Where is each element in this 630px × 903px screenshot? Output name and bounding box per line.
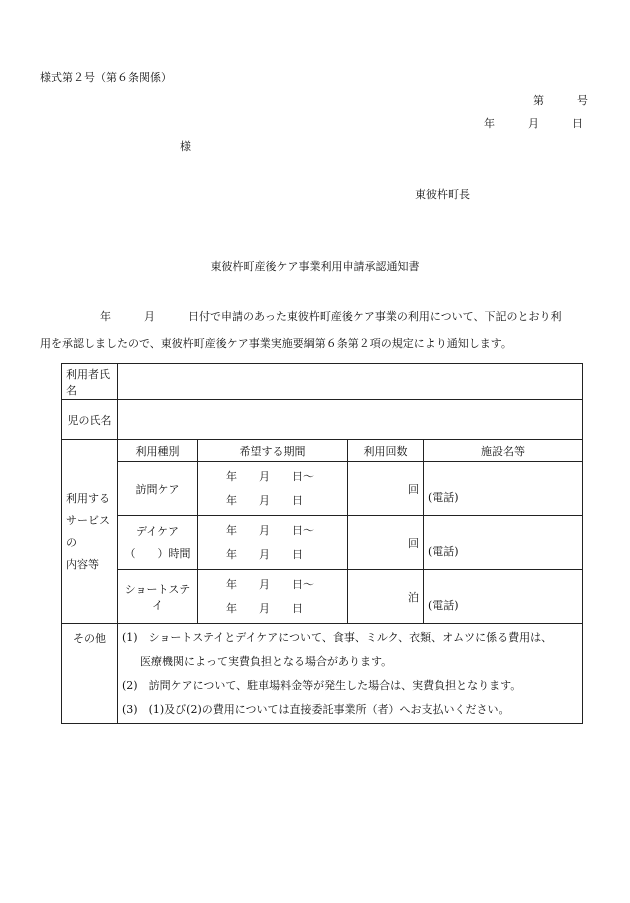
period-cell[interactable]: 年 月 日～ 年 月 日 [198,516,348,570]
col-count-header: 利用回数 [348,440,424,462]
service-type: デイケア （ ）時間 [118,516,198,570]
count-cell[interactable]: 回 [348,516,424,570]
issuer-name: 東彼杵町長 [415,188,470,201]
user-name-field[interactable] [118,364,583,400]
child-name-label: 児の氏名 [62,400,118,440]
user-name-label: 利用者氏名 [62,364,118,400]
approval-table [61,363,583,724]
body-text [40,303,600,357]
count-cell[interactable]: 回 [348,462,424,516]
service-type: 訪問ケア [118,462,198,516]
document-number-line: 第 号 [533,94,588,107]
facility-cell[interactable]: (電話) [424,462,583,516]
facility-cell[interactable]: (電話) [424,516,583,570]
note-1: (1) ショートステイとデイケアについて、食事、ミルク、衣類、オムツに係る費用は、 [122,631,553,644]
other-notes [118,624,583,724]
count-cell[interactable]: 泊 [348,570,424,624]
issue-date-line: 年 月 日 [484,117,583,130]
facility-cell[interactable]: (電話) [424,570,583,624]
col-facility-header: 施設名等 [424,440,583,462]
other-label: その他 [62,624,118,724]
service-row-short [62,570,583,624]
child-name-row [62,400,583,440]
other-row [62,624,583,724]
service-header-row [62,440,583,462]
service-label: 利用する サービスの 内容等 [62,440,118,624]
period-cell[interactable]: 年 月 日～ 年 月 日 [198,462,348,516]
note-2: (2) 訪問ケアについて、駐車場料金等が発生した場合は、実費負担となります。 [122,679,522,692]
service-type: ショートステイ [118,570,198,624]
note-1-cont: 医療機関によって実費負担となる場合があります。 [140,655,393,668]
service-row-visit [62,462,583,516]
body-line-1: 年 月 日付で申請のあった東彼杵町産後ケア事業の利用について、下記のとおり利 [100,310,562,323]
recipient-suffix: 様 [180,140,191,153]
user-name-row [62,364,583,400]
col-period-header: 希望する期間 [198,440,348,462]
body-line-2: 用を承認しましたので、東彼杵町産後ケア事業実施要綱第６条第２項の規定により通知します。 [40,337,512,350]
document-title: 東彼杵町産後ケア事業利用申請承認通知書 [210,260,420,273]
period-cell[interactable]: 年 月 日～ 年 月 日 [198,570,348,624]
form-number: 様式第２号（第６条関係） [40,71,172,84]
service-row-day [62,516,583,570]
col-type-header: 利用種別 [118,440,198,462]
child-name-field[interactable] [118,400,583,440]
note-3: (3) (1)及び(2)の費用については直接委託事業所（者）へお支払いください。 [122,703,510,716]
